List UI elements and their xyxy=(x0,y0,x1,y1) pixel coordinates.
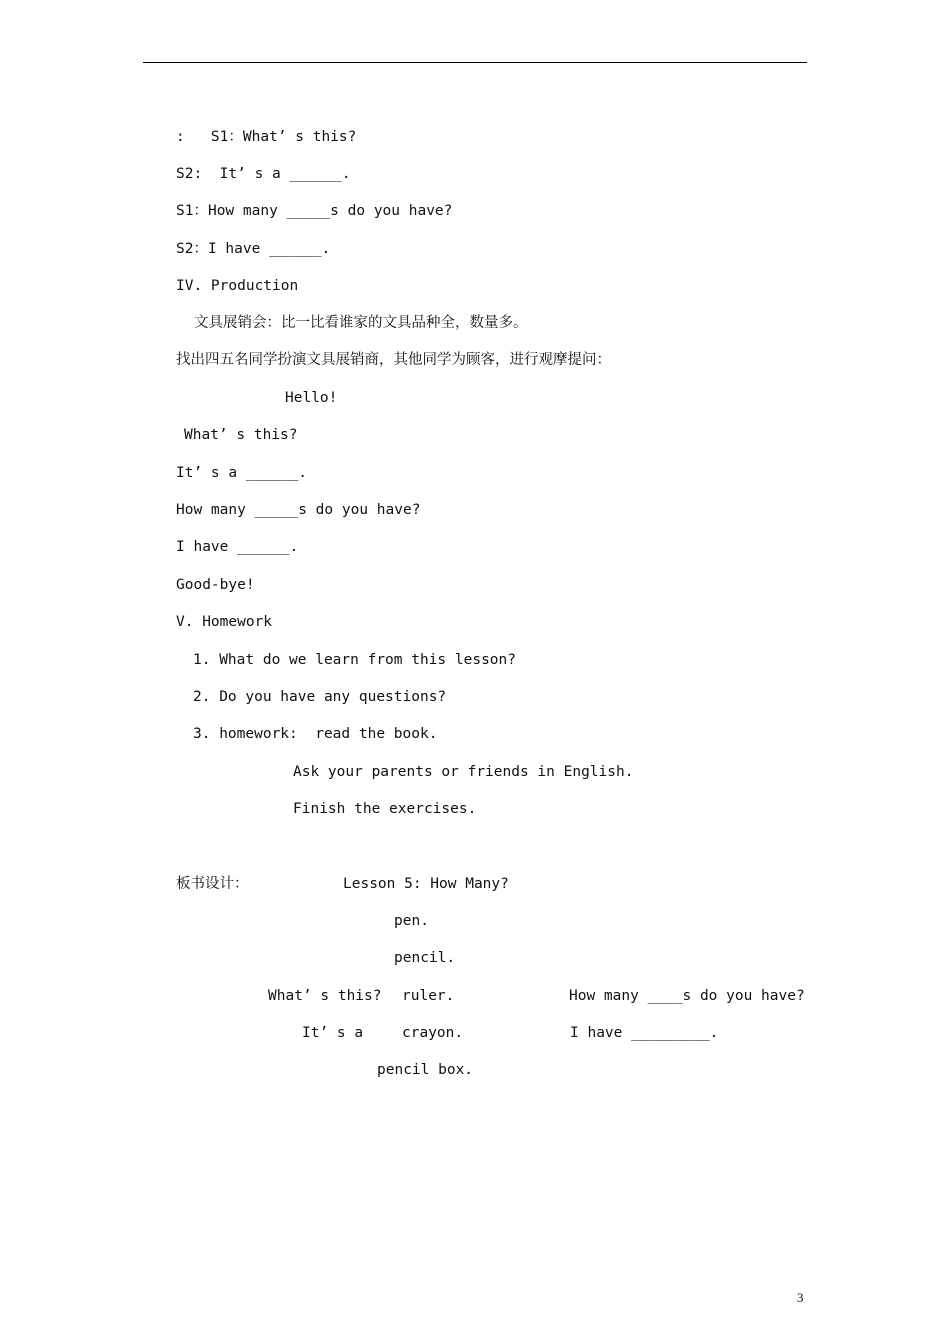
board-answer: I have _________. xyxy=(570,1025,719,1041)
dialogue-line: : S1：What’ s this? xyxy=(176,129,357,145)
board-label: 板书设计： xyxy=(176,876,249,892)
dialogue-line: I have ______. xyxy=(176,539,299,555)
dialogue-line: How many _____s do you have? xyxy=(176,502,421,518)
dialogue-line: S2：I have ______. xyxy=(176,241,331,257)
board-word: pencil box. xyxy=(377,1062,474,1078)
header-rule xyxy=(143,62,807,63)
board-title: Lesson 5: How Many? xyxy=(343,876,509,892)
dialogue-line: S1：How many _____s do you have? xyxy=(176,203,453,219)
section-heading: IV. Production xyxy=(176,278,299,294)
board-question: What’ s this? xyxy=(268,988,382,1004)
homework-item: 2. Do you have any questions? xyxy=(193,689,447,705)
dialogue-line: What’ s this? xyxy=(184,427,298,443)
dialogue-line: It’ s a ______. xyxy=(176,465,307,481)
homework-subitem: Finish the exercises. xyxy=(293,801,477,817)
dialogue-line: S2: It’ s a ______. xyxy=(176,166,351,182)
production-intro: 文具展销会：比一比看谁家的文具品种全，数量多。 xyxy=(194,315,528,331)
board-question: How many ____s do you have? xyxy=(569,988,805,1004)
homework-subitem: Ask your parents or friends in English. xyxy=(293,764,634,780)
homework-item: 3. homework: read the book. xyxy=(193,726,438,742)
production-intro: 找出四五名同学扮演文具展销商，其他同学为顾客，进行观摩提问： xyxy=(176,352,611,368)
section-heading: V. Homework xyxy=(176,614,273,630)
dialogue-line: Good-bye! xyxy=(176,577,255,593)
board-word: pencil. xyxy=(394,950,456,966)
homework-item: 1. What do we learn from this lesson? xyxy=(193,652,517,668)
board-answer: It’ s a xyxy=(302,1025,364,1041)
board-word: pen. xyxy=(394,913,429,929)
page-number: 3 xyxy=(797,1290,804,1305)
board-word: crayon. xyxy=(402,1025,464,1041)
dialogue-line: Hello! xyxy=(285,390,338,406)
board-word: ruler. xyxy=(402,988,455,1004)
